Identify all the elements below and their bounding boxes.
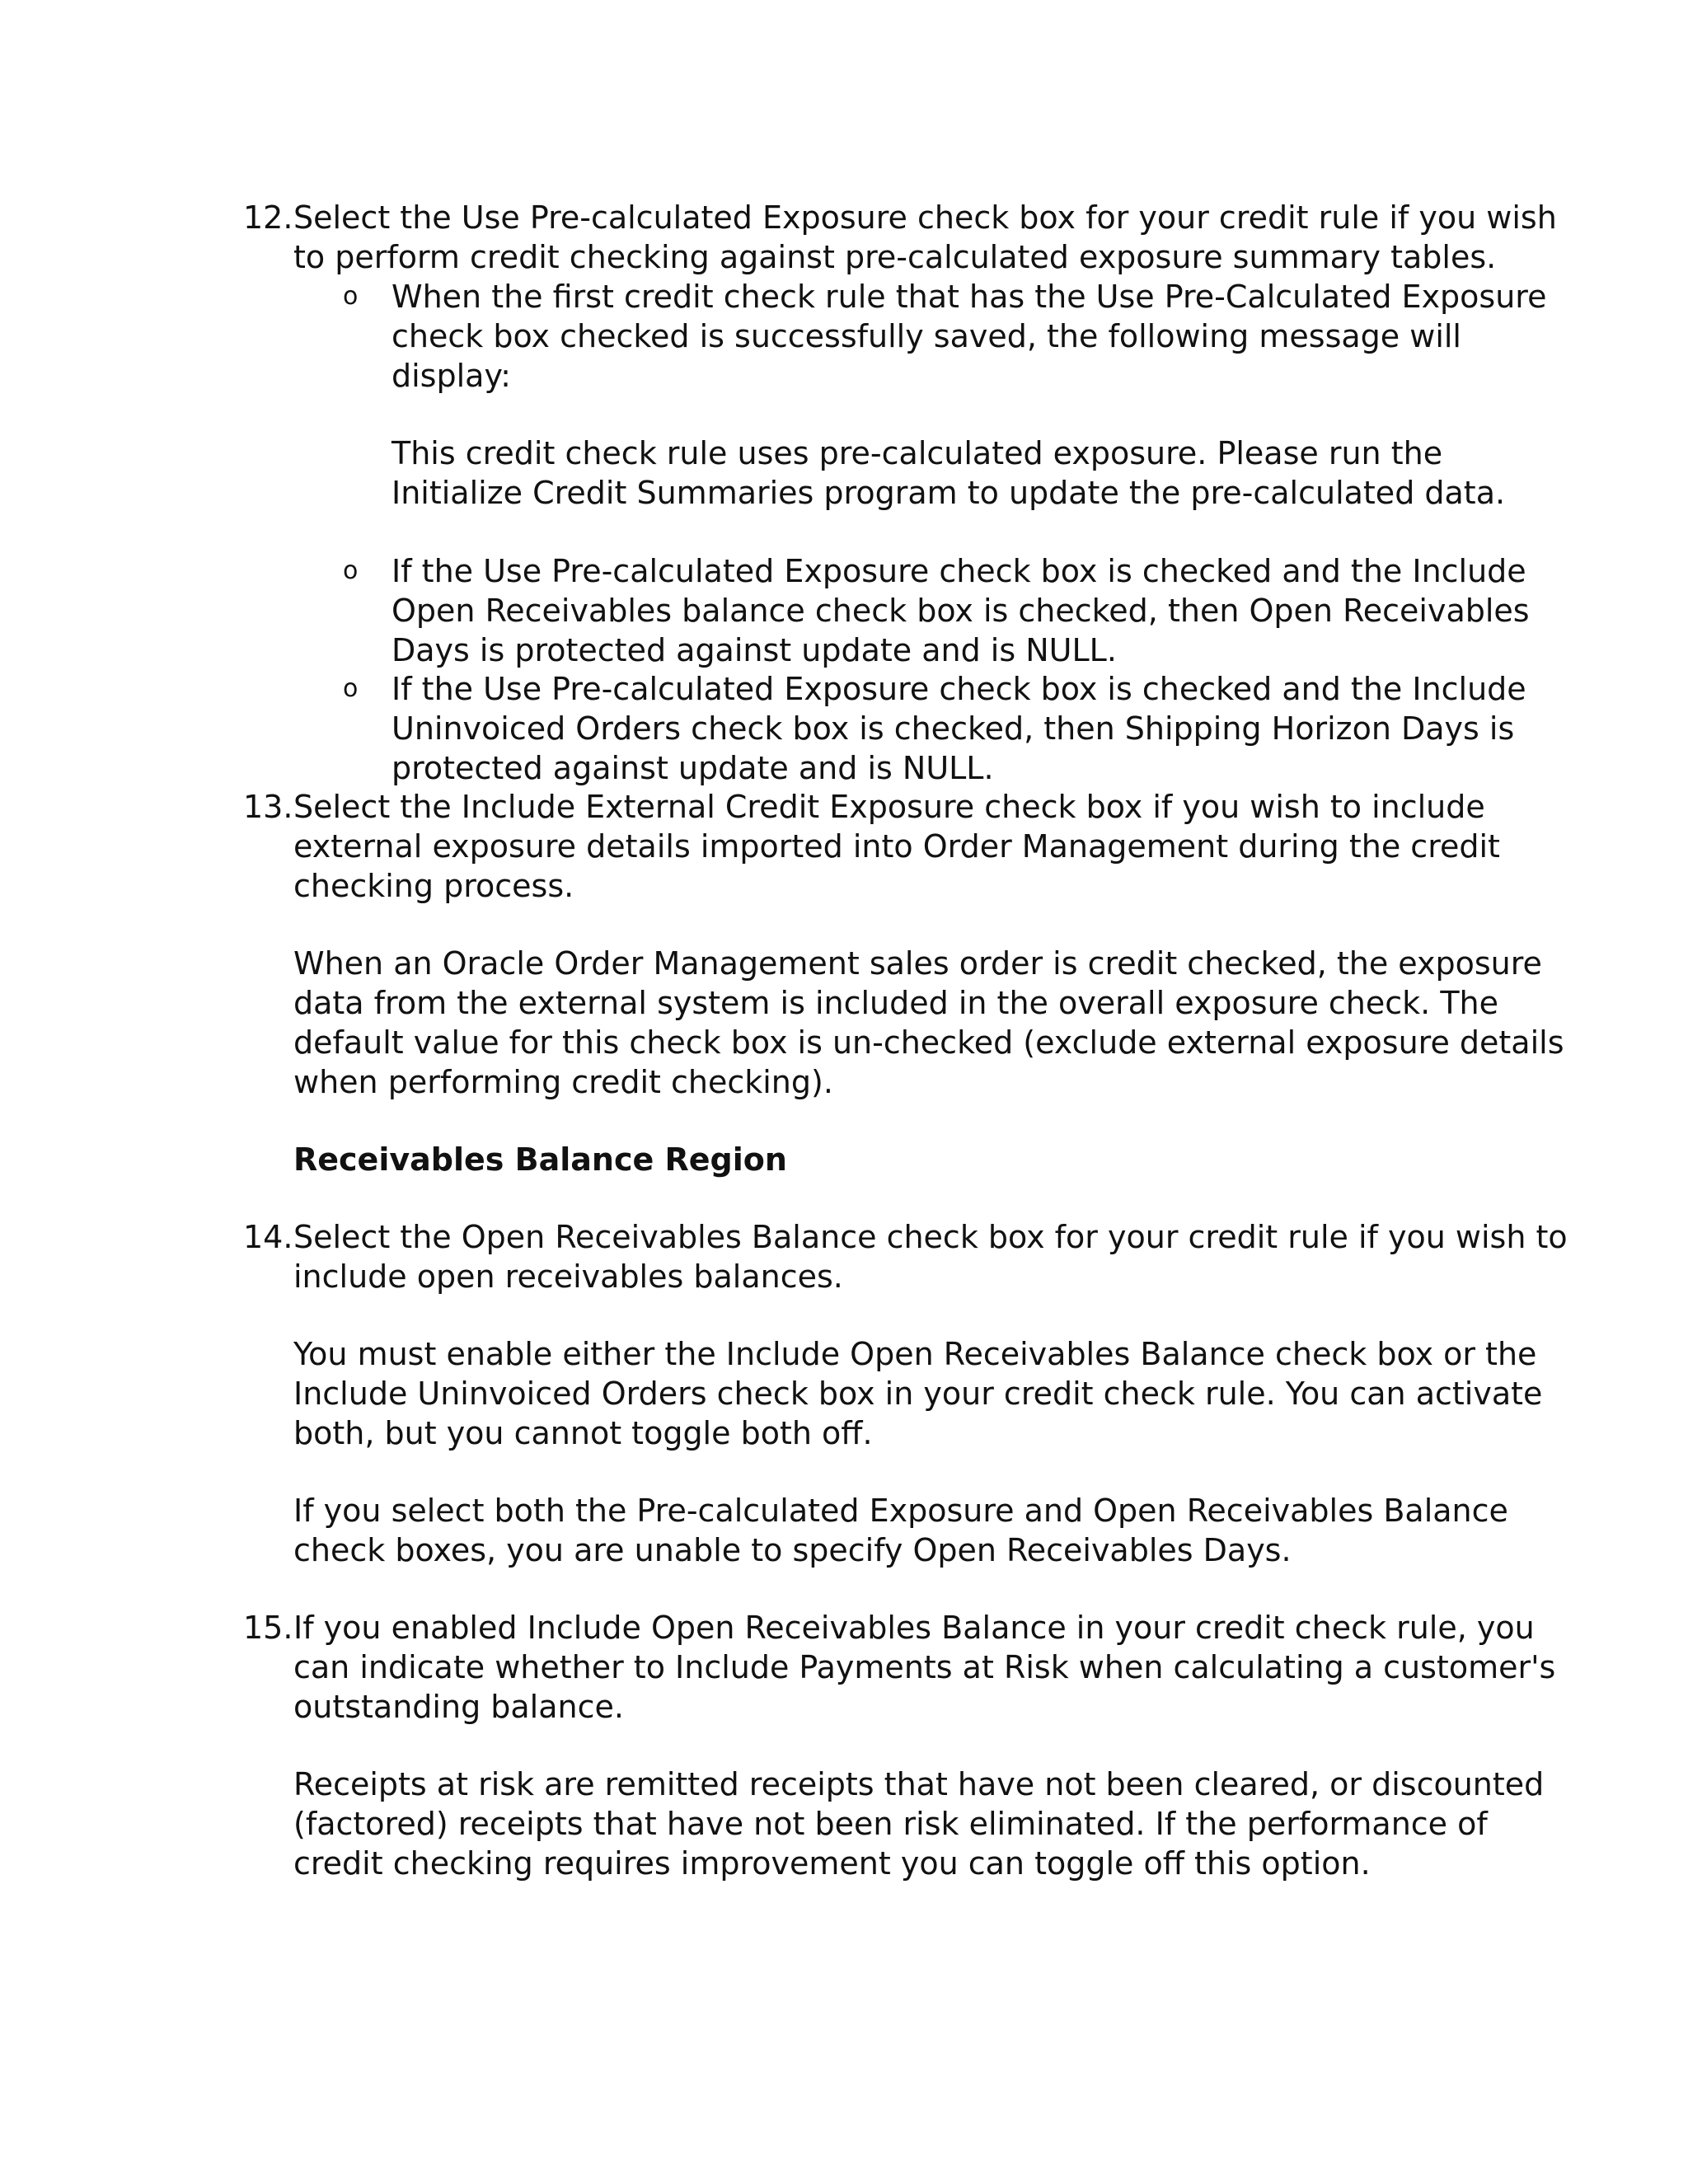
item-13-line-3: checking process. [293, 868, 574, 904]
bullet-1-line-3: display: [392, 358, 511, 394]
item-12-line-1: Select the Use Pre-calculated Exposure check box for your credit rule if you wish [293, 199, 1557, 236]
message-line-1: This credit check rule uses pre-calculated exposure. Please run the [392, 435, 1443, 471]
item-14-para-line-1: You must enable either the Include Open Receivables Balance check box or the [293, 1336, 1537, 1372]
item-14-para-line-3: both, but you cannot toggle both off. [293, 1415, 873, 1451]
item-14-para2-line-2: check boxes, you are unable to specify Open Receivables Days. [293, 1532, 1292, 1568]
bullet-1-line-2: check box checked is successfully saved, the following message will [392, 318, 1461, 354]
bullet-2-line-1: If the Use Pre-calculated Exposure check box is checked and the Include [392, 553, 1526, 589]
item-13-para-line-3: default value for this check box is un-checked (exclude external exposure details [293, 1024, 1564, 1061]
item-13-line-1: Select the Include External Credit Exposure check box if you wish to include [293, 789, 1485, 825]
item-12-number: 12. [243, 199, 293, 236]
bullet-3-line-3: protected against update and is NULL. [392, 750, 994, 786]
item-15-line-1: If you enabled Include Open Receivables Balance in your credit check rule, you [293, 1610, 1535, 1646]
bullet-icon: o [343, 282, 359, 311]
item-14-number: 14. [243, 1219, 293, 1255]
bullet-1-line-1: When the first credit check rule that has the Use Pre-Calculated Exposure [392, 279, 1547, 315]
bullet-icon: o [343, 674, 359, 703]
item-13-number: 13. [243, 789, 293, 825]
bullet-3-line-2: Uninvoiced Orders check box is checked, then Shipping Horizon Days is [392, 710, 1515, 747]
item-13-para-line-2: data from the external system is included in the overall exposure check. The [293, 985, 1498, 1021]
item-12-line-2: to perform credit checking against pre-calculated exposure summary tables. [293, 239, 1497, 275]
item-14-line-1: Select the Open Receivables Balance check box for your credit rule if you wish to [293, 1219, 1568, 1255]
item-15-line-2: can indicate whether to Include Payments at Risk when calculating a customer's [293, 1649, 1556, 1685]
bullet-2-line-3: Days is protected against update and is NULL. [392, 632, 1117, 668]
bullet-icon: o [343, 556, 359, 585]
item-15-line-3: outstanding balance. [293, 1689, 624, 1725]
item-14-line-2: include open receivables balances. [293, 1258, 843, 1295]
item-14-para2-line-1: If you select both the Pre-calculated Exposure and Open Receivables Balance [293, 1493, 1508, 1529]
item-13-line-2: external exposure details imported into Order Management during the credit [293, 828, 1500, 865]
item-14-para-line-2: Include Uninvoiced Orders check box in your credit check rule. You can activate [293, 1376, 1543, 1412]
bullet-2-line-2: Open Receivables balance check box is checked, then Open Receivables [392, 593, 1530, 629]
item-13-para-line-4: when performing credit checking). [293, 1064, 833, 1100]
item-13-para-line-1: When an Oracle Order Management sales order is credit checked, the exposure [293, 945, 1542, 982]
bullet-3-line-1: If the Use Pre-calculated Exposure check box is checked and the Include [392, 671, 1526, 707]
message-line-2: Initialize Credit Summaries program to update the pre-calculated data. [392, 475, 1506, 511]
item-15-number: 15. [243, 1610, 293, 1646]
item-15-para-line-3: credit checking requires improvement you can toggle off this option. [293, 1845, 1371, 1882]
item-15-para-line-2: (factored) receipts that have not been risk eliminated. If the performance of [293, 1806, 1488, 1842]
section-heading: Receivables Balance Region [293, 1141, 787, 1178]
item-15-para-line-1: Receipts at risk are remitted receipts that have not been cleared, or discounted [293, 1766, 1545, 1802]
